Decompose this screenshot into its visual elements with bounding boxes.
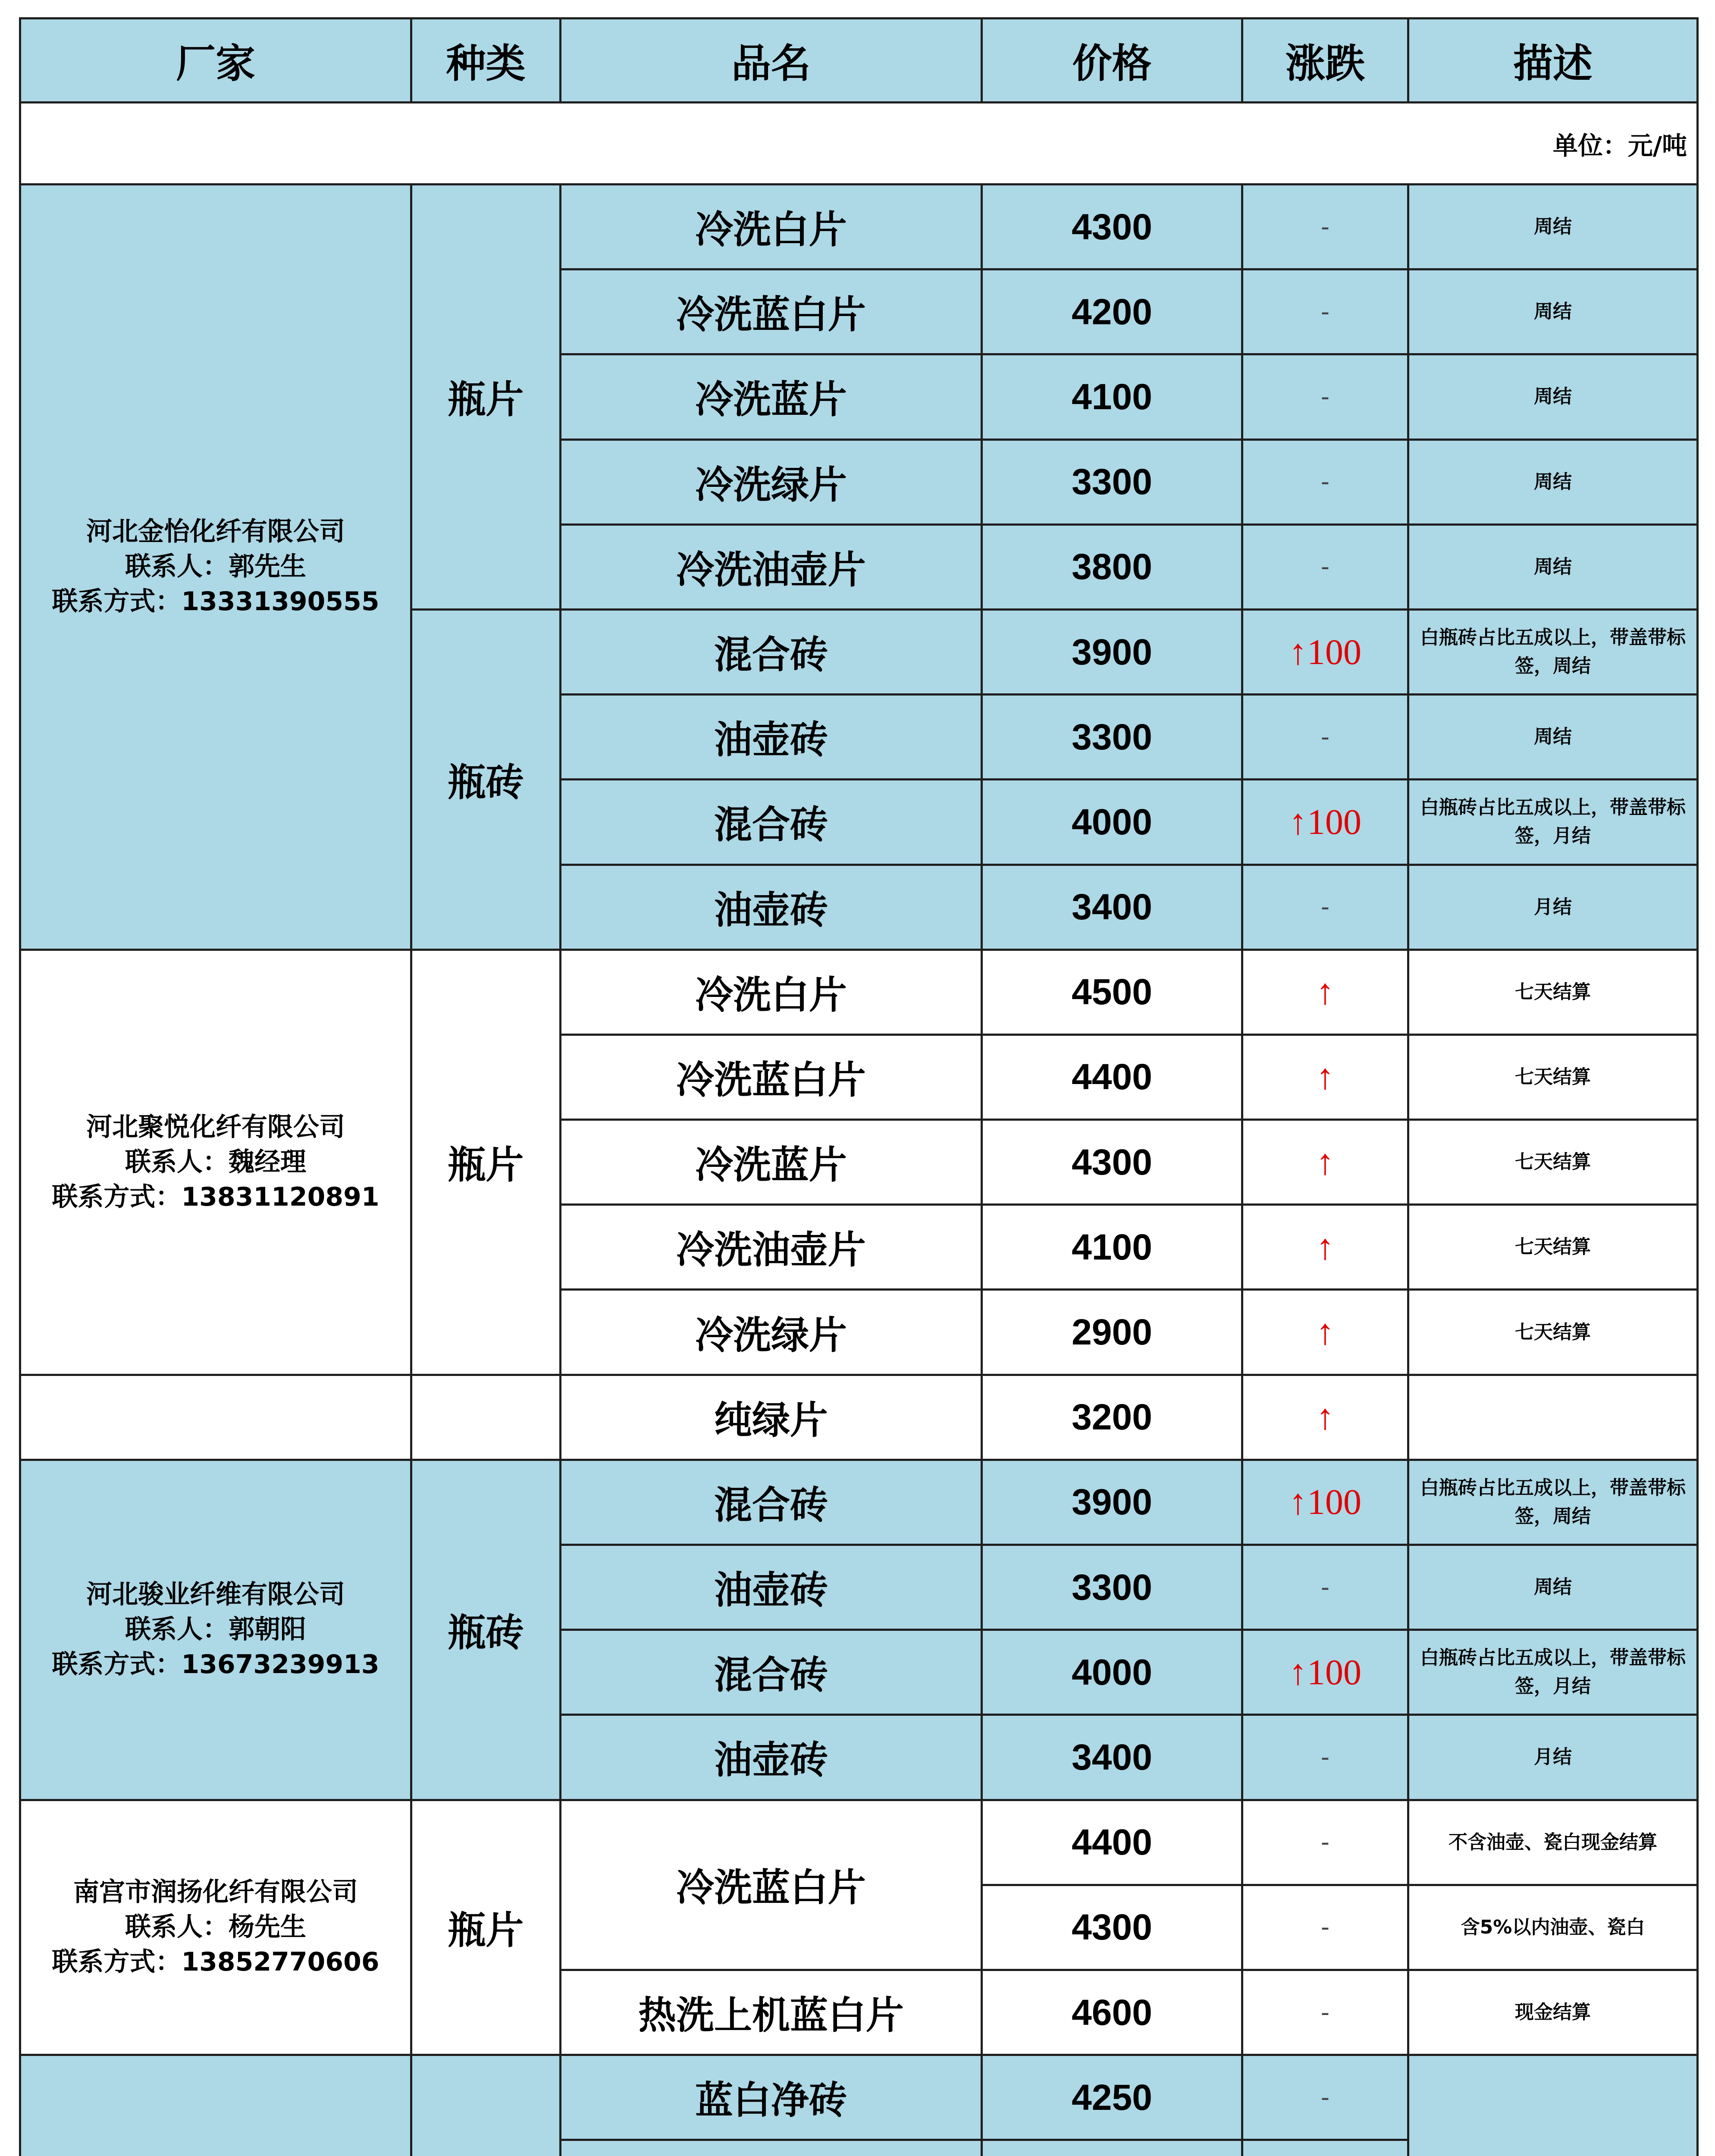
table-row <box>20 950 1698 1034</box>
product-name: 冷洗蓝白片 <box>561 270 982 354</box>
product-name: 混合砖 <box>561 780 982 865</box>
product-name: 冷洗绿片 <box>561 1290 982 1375</box>
product-name: 蓝白净砖 <box>561 2055 982 2140</box>
company-cell <box>20 950 411 1375</box>
description: 周结 <box>1408 695 1698 780</box>
price-value: 4200 <box>982 270 1242 354</box>
change-up: ↑ <box>1242 1120 1408 1205</box>
product-name: 冷洗绿片 <box>561 439 982 524</box>
change-up: ↑100 <box>1242 1630 1408 1715</box>
header-description: 描述 <box>1408 19 1698 103</box>
product-name <box>561 2140 982 2156</box>
product-name: 冷洗蓝白片 <box>561 1034 982 1119</box>
kind-cell: 瓶片 <box>411 950 561 1375</box>
change-none: - <box>1242 865 1408 950</box>
header-change: 涨跌 <box>1242 19 1408 103</box>
description: 周结 <box>1408 524 1698 609</box>
price-value: 3400 <box>982 865 1242 950</box>
table-row <box>20 1375 1698 1460</box>
change-none: - <box>1242 524 1408 609</box>
price-value: 4250 <box>982 2055 1242 2140</box>
unit-label: 单位：元/吨 <box>20 103 1698 185</box>
change-none: - <box>1242 1715 1408 1800</box>
table-row <box>20 1800 1698 1885</box>
price-value: 4600 <box>982 1970 1242 2055</box>
change-none: - <box>1242 270 1408 354</box>
change-none: - <box>1242 439 1408 524</box>
price-value: 4000 <box>982 780 1242 865</box>
product-name: 混合砖 <box>561 1460 982 1545</box>
change-none: - <box>1242 1885 1408 1970</box>
company-line: 联系人：魏经理 <box>125 1147 306 1177</box>
change-up: ↑100 <box>1242 1460 1408 1545</box>
kind-cell: 瓶片 <box>411 185 561 610</box>
product-name: 冷洗白片 <box>561 950 982 1034</box>
description: 不含油壶、瓷白现金结算 <box>1408 1800 1698 1885</box>
change-none: - <box>1242 1800 1408 1885</box>
price-value: 2900 <box>982 1290 1242 1375</box>
price-value: 4300 <box>982 185 1242 270</box>
product-name: 冷洗蓝片 <box>561 354 982 439</box>
change-none: - <box>1242 695 1408 780</box>
description: 周结 <box>1408 270 1698 354</box>
company-line: 联系方式：13852770606 <box>52 1947 379 1977</box>
change-up: ↑ <box>1242 950 1408 1034</box>
change-up: ↑ <box>1242 1034 1408 1119</box>
price-table <box>19 17 1699 2156</box>
price-value: 3400 <box>982 1715 1242 1800</box>
description: 七天结算 <box>1408 1290 1698 1375</box>
product-name: 油壶砖 <box>561 865 982 950</box>
company-line: 联系方式：13831120891 <box>52 1181 379 1212</box>
price-value: 3900 <box>982 609 1242 694</box>
company-line: 南宫市润扬化纤有限公司 <box>73 1877 358 1908</box>
company-cell <box>20 1460 411 1800</box>
header-row <box>20 19 1698 103</box>
description: 白瓶砖占比五成以上，带盖带标签，周结 <box>1408 609 1698 694</box>
description: 含5%以内油壶、瓷白 <box>1408 1885 1698 1970</box>
company-line: 联系人：郭朝阳 <box>125 1614 306 1645</box>
description: 七天结算 <box>1408 950 1698 1034</box>
change-up: ↑100 <box>1242 780 1408 865</box>
change-up: ↑ <box>1242 1290 1408 1375</box>
company-line: 联系方式：13331390555 <box>52 586 379 617</box>
price-value: 3300 <box>982 439 1242 524</box>
company-line: 联系方式：13673239913 <box>52 1649 379 1680</box>
company-line: 联系人：郭先生 <box>125 552 306 582</box>
product-name: 冷洗油壶片 <box>561 524 982 609</box>
company-line: 河北金怡化纤有限公司 <box>86 517 345 547</box>
change-up: ↑100 <box>1242 609 1408 694</box>
description: 月结 <box>1408 865 1698 950</box>
product-name: 油壶砖 <box>561 1715 982 1800</box>
description: 白瓶砖占比五成以上，带盖带标签，周结 <box>1408 1460 1698 1545</box>
header-price: 价格 <box>982 19 1242 103</box>
change-none: - <box>1242 185 1408 270</box>
product-name: 混合砖 <box>561 609 982 694</box>
price-value: 3900 <box>982 1460 1242 1545</box>
company-cell <box>20 2055 411 2156</box>
change-up: ↑ <box>1242 1205 1408 1290</box>
change-none: - <box>1242 2055 1408 2140</box>
table-row <box>20 185 1698 270</box>
kind-cell: 瓶片 <box>411 1800 561 2055</box>
description: 周结 <box>1408 1545 1698 1630</box>
kind-cell <box>411 1375 561 1460</box>
change-none: - <box>1242 1970 1408 2055</box>
product-name: 纯绿片 <box>561 1375 982 1460</box>
change-up: ↑ <box>1242 1375 1408 1460</box>
table-row <box>20 1460 1698 1545</box>
price-value: 3300 <box>982 1545 1242 1630</box>
price-value: 4400 <box>982 1034 1242 1119</box>
price-value: 3200 <box>982 1375 1242 1460</box>
product-name: 混合砖 <box>561 1630 982 1715</box>
description: 七天结算 <box>1408 1205 1698 1290</box>
price-value: 4400 <box>982 1800 1242 1885</box>
description <box>1408 2055 1698 2156</box>
company-cell <box>20 185 411 950</box>
description: 周结 <box>1408 185 1698 270</box>
company-line: 联系人：杨先生 <box>125 1912 306 1943</box>
product-name: 热洗上机蓝白片 <box>561 1970 982 2055</box>
price-value: 4300 <box>982 1885 1242 1970</box>
description: 月结 <box>1408 1715 1698 1800</box>
price-value: 4100 <box>982 1205 1242 1290</box>
kind-cell: 瓶砖 <box>411 609 561 950</box>
description: 现金结算 <box>1408 1970 1698 2055</box>
header-kind: 种类 <box>411 19 561 103</box>
description: 白瓶砖占比五成以上，带盖带标签，月结 <box>1408 1630 1698 1715</box>
product-name: 油壶砖 <box>561 695 982 780</box>
price-value: 4300 <box>982 1120 1242 1205</box>
price-value: 4500 <box>982 950 1242 1034</box>
description: 七天结算 <box>1408 1034 1698 1119</box>
product-name: 冷洗蓝白片 <box>561 1800 982 1970</box>
description: 周结 <box>1408 439 1698 524</box>
product-name: 冷洗蓝片 <box>561 1120 982 1205</box>
kind-cell: 瓶砖 <box>411 1460 561 1800</box>
header-maker: 厂家 <box>20 19 411 103</box>
price-value: 4000 <box>982 1630 1242 1715</box>
header-product: 品名 <box>561 19 982 103</box>
product-name: 油壶砖 <box>561 1545 982 1630</box>
price-value: 3800 <box>982 524 1242 609</box>
company-line: 河北聚悦化纤有限公司 <box>86 1112 345 1142</box>
change-none: - <box>1242 1545 1408 1630</box>
company-cell <box>20 1375 411 1460</box>
description: 白瓶砖占比五成以上，带盖带标签，月结 <box>1408 780 1698 865</box>
kind-cell <box>411 2055 561 2156</box>
company-line: 河北骏业纤维有限公司 <box>86 1579 345 1610</box>
price-value: 3300 <box>982 695 1242 780</box>
company-cell <box>20 1800 411 2055</box>
table-row <box>20 2055 1698 2140</box>
unit-row <box>20 103 1698 185</box>
product-name: 冷洗白片 <box>561 185 982 270</box>
description: 七天结算 <box>1408 1120 1698 1205</box>
price-value <box>982 2140 1242 2156</box>
description: 周结 <box>1408 354 1698 439</box>
price-value: 4100 <box>982 354 1242 439</box>
description <box>1408 1375 1698 1460</box>
change-none: - <box>1242 354 1408 439</box>
product-name: 冷洗油壶片 <box>561 1205 982 1290</box>
change-none <box>1242 2140 1408 2156</box>
